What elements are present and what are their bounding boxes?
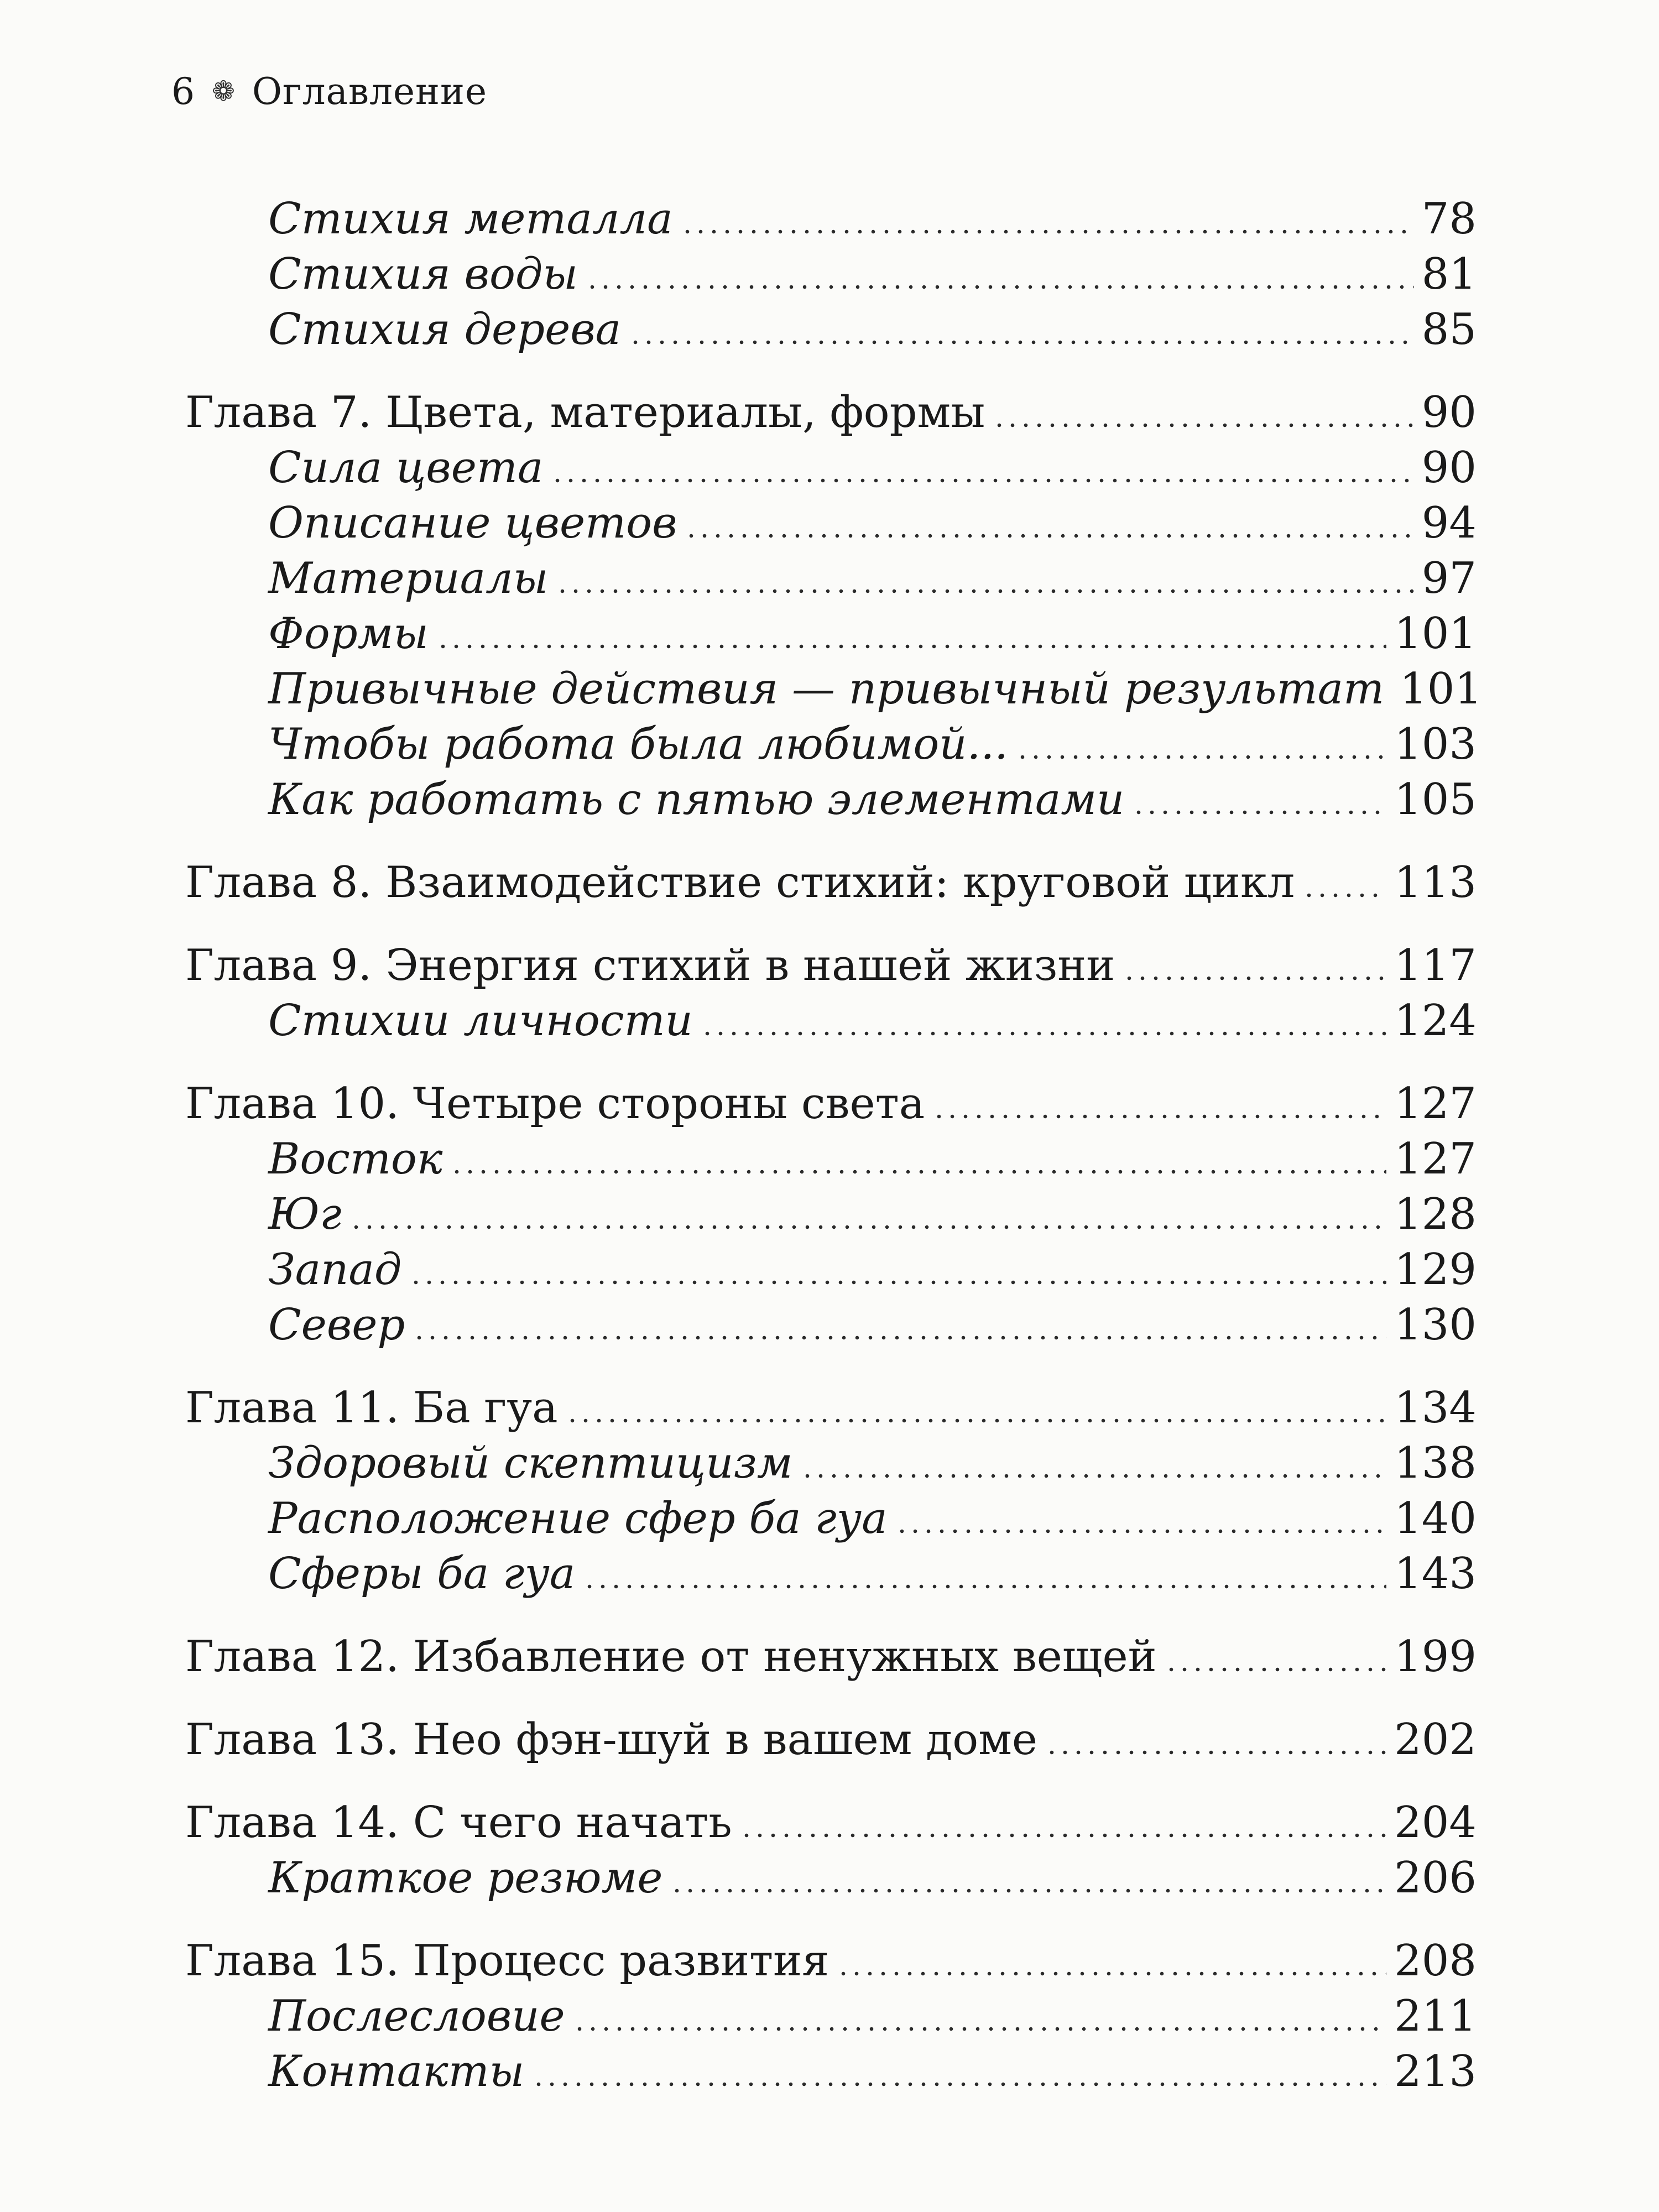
toc-entry-page-number: 213 [1394,2047,1477,2096]
toc-entry-page-number: 138 [1394,1438,1477,1488]
toc-entry-title: Как работать с пятью элементами [268,775,1125,825]
toc-entry-page-number: 101 [1394,609,1477,659]
toc-entry-title: Стихия дерева [268,305,622,354]
toc-section-entry [268,1181,1477,1239]
toc-entry-title: Глава 11. Ба гуа [185,1383,558,1433]
toc-section-entry [268,1236,1477,1295]
dot-leader [837,1971,1386,1976]
toc-chapter-entry [185,1070,1477,1129]
dot-leader [349,1225,1387,1229]
toc-entry-page-number: 140 [1394,1494,1477,1543]
toc-entry-title: Глава 15. Процесс развития [185,1936,830,1986]
dot-leader [573,2027,1387,2031]
toc-entry-title: Сферы ба гуа [268,1549,576,1599]
dot-leader [436,644,1386,649]
toc-entry-page-number: 206 [1394,1853,1477,1903]
toc-entry-page-number: 81 [1421,249,1477,299]
dot-leader [1132,810,1386,815]
dot-leader [556,589,1413,593]
dot-leader [932,1114,1386,1119]
toc-chapter-entry [185,849,1477,907]
toc-entry-page-number: 124 [1394,996,1477,1046]
toc-chapter-entry [185,1623,1477,1682]
toc-chapter-entry [185,1789,1477,1848]
toc-entry-title: Юг [268,1190,342,1239]
toc-entry-title: Стихия металла [268,194,673,244]
toc-entry-page-number: 113 [1394,858,1477,907]
toc-section-entry [268,1844,1477,1903]
header-page-number: 6 [171,70,195,113]
toc-entry-title: Стихия воды [268,249,578,299]
toc-section-entry [268,489,1477,548]
toc-entry-page-number: 85 [1421,305,1477,354]
toc-entry-title: Материалы [268,554,549,603]
toc-entry-title: Север [268,1300,405,1350]
toc-entry-title: Глава 13. Нео фэн-шуй в вашем доме [185,1715,1038,1765]
toc-entry-page-number: 143 [1394,1549,1477,1599]
dot-leader [681,229,1414,234]
toc-entry-title: Формы [268,609,429,659]
toc-entry-title: Контакты [268,2047,525,2096]
toc-section-entry [268,711,1477,769]
dot-leader [586,285,1414,289]
toc-section-entry [268,1125,1477,1184]
dot-leader [1045,1750,1386,1755]
toc-entry-page-number: 199 [1394,1632,1477,1682]
header-running-title: Оглавление [252,70,488,113]
toc-section-entry [268,1983,1477,2041]
toc-entry-title: Глава 12. Избавление от ненужных вещей [185,1632,1157,1682]
toc-section-entry [268,241,1477,299]
toc-entry-page-number: 127 [1394,1134,1477,1184]
toc-entry-page-number: 90 [1421,388,1477,437]
toc-entry-page-number: 101 [1400,664,1482,714]
toc-section-entry [268,2038,1477,2096]
toc-section-entry [268,766,1477,825]
dot-leader [409,1280,1386,1285]
toc-entry-page-number: 97 [1421,554,1477,603]
toc-section-entry [268,434,1477,493]
toc-entry-page-number: 204 [1394,1798,1477,1848]
toc-entry-page-number: 134 [1394,1383,1477,1433]
toc-entry-title: Глава 14. С чего начать [185,1798,732,1848]
dot-leader [532,2082,1386,2086]
dot-leader [413,1335,1386,1340]
dot-leader [629,340,1414,345]
toc-entry-title: Описание цветов [268,498,677,548]
toc-entry-title: Глава 7. Цвета, материалы, формы [185,388,985,437]
toc-chapter-entry [185,379,1477,437]
toc-entry-title: Глава 10. Четыре стороны света [185,1079,925,1129]
toc-section-entry [268,600,1477,659]
toc-entry-title: Стихии личности [268,996,693,1046]
toc-entry-title: Чтобы работа была любимой... [268,719,1008,769]
toc-section-entry [268,545,1477,603]
toc-section-entry [268,655,1482,714]
toc-section-entry [268,1485,1477,1543]
toc-entry-page-number: 117 [1394,941,1477,990]
toc-entry-page-number: 211 [1394,1991,1477,2041]
dot-leader [740,1833,1386,1838]
toc-entry-title: Здоровый скептицизм [268,1438,793,1488]
toc-chapter-entry [185,1706,1477,1765]
dot-leader [450,1170,1386,1174]
toc-entry-page-number: 105 [1394,775,1477,825]
toc-entry-title: Восток [268,1134,443,1184]
dot-leader [701,1031,1386,1036]
dot-leader [1165,1667,1387,1672]
dot-leader [993,423,1413,427]
toc-entry-page-number: 129 [1394,1245,1477,1295]
toc-section-entry [268,987,1477,1046]
toc-section-entry [268,185,1477,244]
toc-entry-title: Глава 9. Энергия стихий в нашей жизни [185,941,1115,990]
dot-leader [551,478,1413,483]
toc-section-entry [268,1540,1477,1599]
toc-entry-title: Расположение сфер ба гуа [268,1494,888,1543]
dot-leader [1302,893,1386,898]
toc-entry-page-number: 130 [1394,1300,1477,1350]
toc-section-entry [268,296,1477,354]
toc-section-entry [268,1430,1477,1488]
dot-leader [895,1529,1387,1533]
toc-entry-page-number: 103 [1394,719,1477,769]
toc-entry-title: Краткое резюме [268,1853,663,1903]
toc-entry-page-number: 90 [1421,443,1477,493]
toc-entry-title: Привычные действия — привычный результат [268,664,1385,714]
toc-chapter-entry [185,932,1477,990]
toc-entry-title: Послесловие [268,1991,565,2041]
toc-entry-title: Глава 8. Взаимодействие стихий: круговой цикл [185,858,1295,907]
dot-leader [1123,976,1386,980]
toc-entry-page-number: 202 [1394,1715,1477,1765]
toc-chapter-entry [185,1927,1477,1986]
toc-entry-page-number: 127 [1394,1079,1477,1129]
toc-chapter-entry [185,1374,1477,1433]
toc-entry-page-number: 94 [1421,498,1477,548]
toc-entry-page-number: 208 [1394,1936,1477,1986]
toc-entry-page-number: 128 [1394,1190,1477,1239]
toc-entry-page-number: 78 [1421,194,1477,244]
dot-leader [685,534,1413,538]
flower-ornament-icon: ❁ [212,75,236,107]
dot-leader [1016,755,1386,759]
dot-leader [583,1584,1386,1589]
dot-leader [670,1888,1386,1893]
toc-entry-title: Сила цвета [268,443,544,493]
dot-leader [801,1474,1387,1478]
toc-section-entry [268,1291,1477,1350]
toc-entry-title: Запад [268,1245,402,1295]
dot-leader [566,1418,1386,1423]
